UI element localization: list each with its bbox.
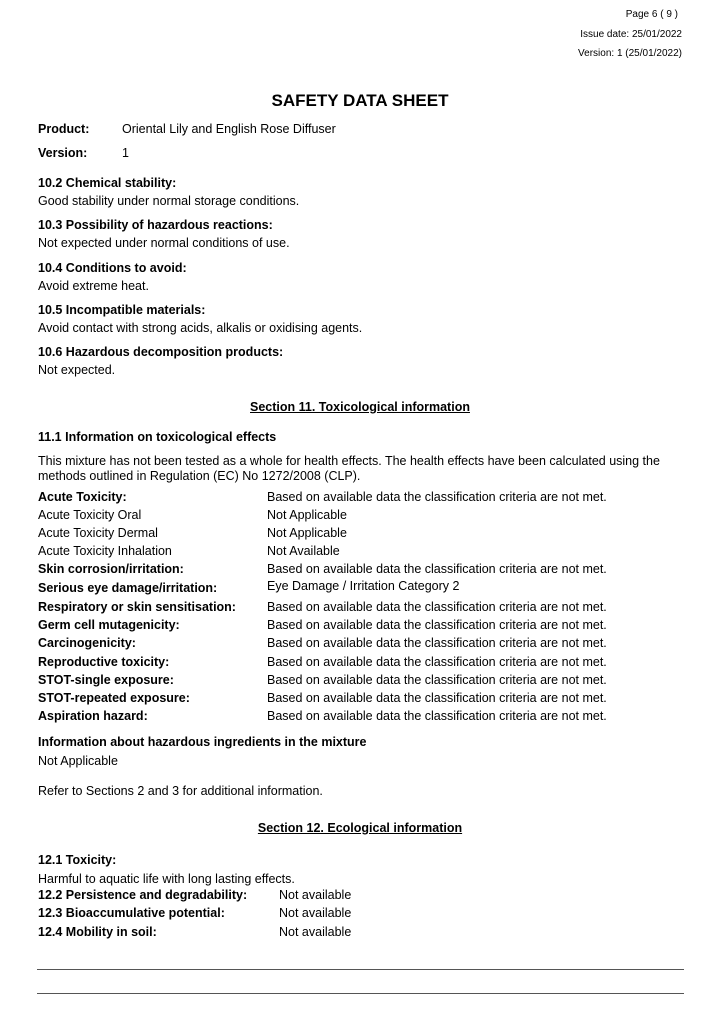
tox-label-reproductive: Reproductive toxicity:	[38, 655, 170, 669]
section-10-4-text: Avoid extreme heat.	[38, 279, 149, 293]
tox-value-inhalation: Not Available	[267, 544, 340, 558]
hazardous-ingredients-heading: Information about hazardous ingredients in the mixture	[38, 735, 367, 749]
tox-value-stot-single: Based on available data the classification criteria are not met.	[267, 673, 607, 687]
section-10-2-heading: 10.2 Chemical stability:	[38, 176, 177, 190]
section-11-intro: This mixture has not been tested as a whole for health effects. The health effects have been calculated using the methods outlined in Regulation (EC) No 1272/2008 (CLP).	[38, 454, 660, 483]
eco-label-mobility: 12.4 Mobility in soil:	[38, 925, 157, 939]
section-10-3-heading: 10.3 Possibility of hazardous reactions:	[38, 218, 273, 232]
section-10-5-text: Avoid contact with strong acids, alkalis or oxidising agents.	[38, 321, 363, 335]
section-10-6-text: Not expected.	[38, 363, 116, 377]
eco-value-bioaccumulative: Not available	[279, 906, 352, 920]
tox-value-reproductive: Based on available data the classification criteria are not met.	[267, 655, 607, 669]
footer-divider-top	[37, 969, 684, 970]
section-10-2-text: Good stability under normal storage conditions.	[38, 194, 300, 208]
section-11-title: Section 11. Toxicological information	[250, 400, 470, 414]
tox-value-acute: Based on available data the classification criteria are not met.	[267, 490, 607, 504]
footer-divider-bottom	[37, 993, 684, 994]
tox-value-germ-cell: Based on available data the classification criteria are not met.	[267, 618, 607, 632]
section-10-4-heading: 10.4 Conditions to avoid:	[38, 261, 187, 275]
tox-label-sensitisation: Respiratory or skin sensitisation:	[38, 600, 236, 614]
tox-label-stot-repeated: STOT-repeated exposure:	[38, 691, 190, 705]
section-11-1-heading: 11.1 Information on toxicological effects	[38, 430, 277, 444]
hazardous-ingredients-value: Not Applicable	[38, 754, 118, 768]
section-10-6-heading: 10.6 Hazardous decomposition products:	[38, 345, 284, 359]
tox-label-dermal: Acute Toxicity Dermal	[38, 526, 158, 540]
section-10-3-text: Not expected under normal conditions of use.	[38, 236, 290, 250]
tox-value-skin: Based on available data the classification criteria are not met.	[267, 562, 607, 576]
page-number: Page 6 ( 9 )	[625, 9, 678, 20]
section-12-title: Section 12. Ecological information	[257, 821, 463, 835]
tox-label-stot-single: STOT-single exposure:	[38, 673, 174, 687]
tox-label-inhalation: Acute Toxicity Inhalation	[38, 544, 172, 558]
document-title: SAFETY DATA SHEET	[271, 91, 449, 110]
issue-date: Issue date: 25/01/2022	[580, 29, 682, 40]
eco-value-mobility: Not available	[279, 925, 352, 939]
tox-value-carcinogenicity: Based on available data the classification criteria are not met.	[267, 636, 607, 650]
tox-label-carcinogenicity: Carcinogenicity:	[38, 636, 136, 650]
tox-label-acute: Acute Toxicity:	[38, 490, 127, 504]
version-date: Version: 1 (25/01/2022)	[578, 48, 682, 59]
section-12-1-heading: 12.1 Toxicity:	[38, 853, 117, 867]
refer-note: Refer to Sections 2 and 3 for additional information.	[38, 784, 323, 798]
tox-label-oral: Acute Toxicity Oral	[38, 508, 142, 522]
section-12-1-text: Harmful to aquatic life with long lasting effects.	[38, 872, 295, 886]
product-value: Oriental Lily and English Rose Diffuser	[122, 122, 336, 136]
tox-value-dermal: Not Applicable	[267, 526, 347, 540]
product-label: Product:	[38, 122, 90, 136]
version-label: Version:	[38, 146, 88, 160]
eco-label-bioaccumulative: 12.3 Bioaccumulative potential:	[38, 906, 225, 920]
tox-label-aspiration: Aspiration hazard:	[38, 709, 148, 723]
eco-value-persistence: Not available	[279, 888, 352, 902]
tox-value-eye: Eye Damage / Irritation Category 2	[267, 579, 460, 593]
version-value: 1	[122, 146, 129, 160]
tox-label-skin: Skin corrosion/irritation:	[38, 562, 184, 576]
section-10-5-heading: 10.5 Incompatible materials:	[38, 303, 206, 317]
tox-label-eye: Serious eye damage/irritation:	[38, 581, 218, 595]
tox-value-sensitisation: Based on available data the classification criteria are not met.	[267, 600, 607, 614]
tox-value-aspiration: Based on available data the classification criteria are not met.	[267, 709, 607, 723]
tox-value-oral: Not Applicable	[267, 508, 347, 522]
tox-label-germ-cell: Germ cell mutagenicity:	[38, 618, 180, 632]
tox-value-stot-repeated: Based on available data the classification criteria are not met.	[267, 691, 607, 705]
eco-label-persistence: 12.2 Persistence and degradability:	[38, 888, 248, 902]
